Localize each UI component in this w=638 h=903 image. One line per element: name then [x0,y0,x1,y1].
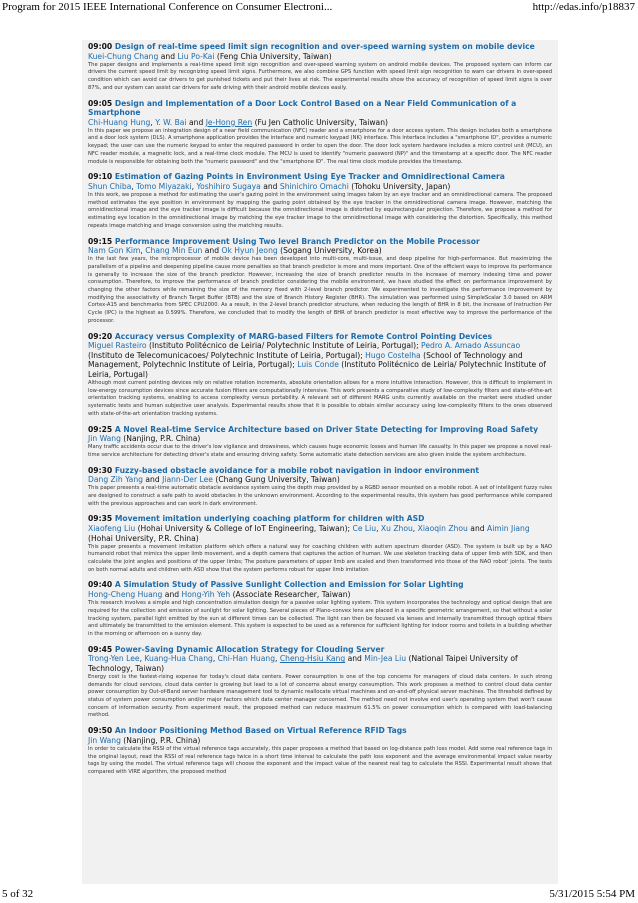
paper-title-link[interactable]: Estimation of Gazing Points in Environment Using Eye Tracker and Omnidirectional Camera [114,172,505,182]
abstract-text: This research involves a simple and high concentration simulation design for a passive solar lighting system. This system incorporates the technology and optical design that are required for the collection and emission of sunlight for solar lighting. Several pieces of Plano-convex lens are placed in a specific geometric arrangement, so that without a solar tracking system, parallel light emitted by the sun at different times can be collected. The light can then be focused via lenses and internally transmitted through optical fibers and ultimately be transmitted to the emission element. This system is expected to be used as a reference for sufficient lighting for indoor rooms and toilets in a building whether in the morning or afternoon on a sunny day. [88,600,552,637]
paper-title-link[interactable]: A Simulation Study of Passive Sunlight Collection and Emission for Solar Lighting [114,580,464,590]
session-entry [82,726,558,777]
author-link[interactable]: Pedro A. Amado Assuncao [421,341,521,351]
session-heading [88,172,552,182]
abstract-text: This paper presents a movement imitation platform which offers a natural way for coaching children with autism spectrum disorder (ASD). The system is built up by a NAO humanoid robot that mimics the upper limb movement, and a depth camera that captures the action of human. We use skeleton tracking data of upper limb with SDK, and then calculate the joint angles and positions of the upper limbs; The posture parameters of upper limb are scaled and then transformed into those of the NAO robot' joints. The tests on both normal adults and children with ASD show that the system performs robust for upper limb imitation [88,543,552,573]
author-affiliation: , [150,117,156,127]
session-entry [82,466,558,509]
author-link[interactable]: Ok Hyun Jeong [221,246,278,256]
session-heading [88,726,552,736]
author-link[interactable]: Miguel Rasteiro [88,341,147,351]
author-line [88,341,552,379]
author-link[interactable]: Xu Zhou [380,523,413,533]
session-entry [82,237,558,326]
author-affiliation: and [260,181,280,191]
author-affiliation: (School of Technology and Management, Polytechnic Institute of Leiria, Portugal); [88,350,523,370]
session-time: 09:20 [88,331,113,341]
author-link[interactable]: Hong-Cheng Huang [88,590,163,600]
abstract-text: In order to calculate the RSSI of the virtual reference tags accurately, this paper proposes a method that based on log-distance path loss model. Add some real reference tags in the original layout, read the RSSI of real reference tags twice in a short time interval to calculate the path loss exponent and the average environmental impact value nearby tags by using the model. The virtual reference tags will choose the exponent and the impact value of the nearest real tag to calculate the RSSI. Experimental result shows that compared with VIRE algorithm, the proposed method [88,745,552,775]
session-time: 09:35 [88,514,113,524]
author-link[interactable]: Aimin Jiang [487,523,530,533]
author-line [88,524,552,543]
page-counter: 5 of 32 [2,888,34,900]
author-link[interactable]: Ce Liu [352,523,377,533]
session-time: 09:30 [88,465,113,475]
author-line [88,434,552,444]
author-line [88,475,552,485]
author-affiliation: (National Taipei University of Technology, Taiwan) [88,654,518,673]
session-heading [88,466,552,476]
author-affiliation: and [345,654,365,664]
author-affiliation: , [131,181,137,191]
session-entry [82,580,558,638]
paper-title-link[interactable]: A Novel Real-time Service Architecture based on Driver State Detecting for Improving Road Safety [114,424,539,434]
author-affiliation: and [467,523,487,533]
author-link[interactable]: Shun Chiba [88,181,132,191]
session-heading [88,645,552,655]
author-link[interactable]: Chang Min Eun [145,246,203,256]
author-affiliation: (Associate Researcher, Taiwan) [230,590,351,600]
author-affiliation: (Instituto Politécnico de Leiria/ Polytechnic Institute of Leiria, Portugal) [88,360,546,379]
author-affiliation: (Sogang University, Korea) [277,246,382,256]
author-line [88,118,552,128]
author-affiliation: and [162,590,182,600]
session-heading [88,237,552,247]
paper-title-link[interactable]: Fuzzy-based obstacle avoidance for a mobile robot navigation in indoor environment [114,465,480,475]
author-line [88,246,552,256]
session-time: 09:45 [88,644,113,654]
author-link[interactable]: Xiaofeng Liu [88,523,136,533]
print-header [0,0,638,14]
paper-title-link[interactable]: Power-Saving Dynamic Allocation Strategy for Clouding Server [114,644,385,654]
author-affiliation: , [376,523,381,533]
abstract-text: In the last few years, the microprocessor of mobile device has been developed into multi-core, multi-issue, and deep pipeline for high-performance. But maximizing the parallelism of a pipeline and deepening pipeline cause more penalties so that branch predictor is more and more important. One of the efficient ways to improve its performance is generally to increase the size of the branch predictor. However, increasing the size of branch predictor results in the increase of memory indexing time and power consumption. Therefore, to improve the performance of branch predictor considering the mobile environment, we have studied the effect on performance improvement by changing the other factors while remaining the size of the memory fixed with 2-level branch predictor. We experimented to investigate the performance improvement by modifying the associativity of Branch Target Buffer (BTB) and the size of Branch History Register (BHR). The simulation was performed using SimpleScalar 3.0 based on ARM Cortex-A15 and benchmarks from SPEC CPU2000. As a result, in the 2-level branch predictor structure, when reducing the length of BHR in 8 bit, the increase of Instruction Per Cycle (IPC) is the highest as 0.599%. Therefore, we concluded that to modify the length of BHR of branch predictor is most effective way to improve the performance of the processor. [88,256,552,324]
page-url: http://edas.info/p18837 [532,1,635,13]
page-title: Program for 2015 IEEE International Conference on Consumer Electroni... [2,1,333,13]
author-link[interactable]: Kuang-Hua Chang [144,654,213,664]
author-line [88,654,552,673]
author-affiliation: (Hohai University & College of IoT Engineering, Taiwan); [135,523,353,533]
author-line [88,590,552,600]
author-affiliation: , [140,246,146,256]
author-affiliation: (Hohai University, P.R. China) [88,533,199,543]
session-heading [88,425,552,435]
session-entry [82,172,558,230]
author-link[interactable]: Kuei-Chung Chang [88,51,159,61]
author-link[interactable]: Trong-Yen Lee [88,654,140,664]
author-affiliation: , [139,654,145,664]
session-heading [88,99,552,118]
session-heading [88,514,552,524]
session-time: 09:50 [88,726,113,736]
author-line [88,736,552,746]
abstract-text: The paper designs and implements a real-time speed limit sign recognition and over-speed warning system on android mobile devices. The proposed system can inform car drivers the current speed limit by recognizing speed limit signs. Furthermore, we also combine GPS function with speed limit sign recognition to warn car drivers in over-speed condition which can avoid car drivers to get punished tickets and put their lives at risk. The experimental results show the accuracy of recognition of speed limit signs is over 87%, and our system can assist car drivers for safe driving with their android mobile devices easily. [88,61,552,91]
author-affiliation: (Fu Jen Catholic University, Taiwan) [252,117,388,127]
session-time: 09:15 [88,236,113,246]
abstract-text: Many traffic accidents occur due to the driver's low vigilance and drowsiness, which causes huge economic losses and human life casualty. In this paper we propose a novel real-time service architecture for detecting driver's state and ensuring driving safety. Some automatic state detection services are also given inside the system architecture. [88,444,552,458]
author-affiliation: and [142,475,163,485]
author-link[interactable]: Je-Hong Ren [205,117,253,127]
paper-title-link[interactable]: Accuracy versus Complexity of MARG-based Filters for Remote Control Pointing Devices [114,331,493,341]
abstract-text: In this work, we propose a method for estimating the user's gazing point in the environment using images taken by an eye tracker and an omnidirectional camera. The proposed method estimates the eye position in environment by mapping the gazing point obtained by the eye tracker in the omnidirectional camera image. However, matching the omnidirectional image and the eye tracker image is difficult because the omnidirectional image is distorted by equirectangular projection. Therefore, we propose a method for estimating eye location in the omnidirectional image by matching the eye tracker image to the omnidirectional image with considering the distortion. Specifically, this method repeats image matching and image conversion using the matching results. [88,191,552,229]
author-link[interactable]: Hugo Costelha [365,350,421,360]
author-link[interactable]: Liu Po-Kai [177,51,215,61]
author-link[interactable]: Tomo Miyazaki [136,181,192,191]
author-affiliation: , [412,523,418,533]
session-entry [82,332,558,419]
author-affiliation: (Tohoku University, Japan) [348,181,451,191]
session-time: 09:25 [88,424,113,434]
session-entry [82,514,558,574]
author-line [88,52,552,62]
author-link[interactable]: Hong-Yih Yeh [181,590,231,600]
program-panel [82,40,558,884]
author-affiliation: (Instituto de Telecomunicacoes/ Polytechnic Institute of Leiria, Portugal); [88,350,366,360]
author-link[interactable]: Min-Jea Liu [364,654,407,664]
print-datetime: 5/31/2015 5:54 PM [549,888,635,900]
author-link[interactable]: Yoshihiro Sugaya [196,181,261,191]
paper-title-link[interactable]: Design of real-time speed limit sign recognition and over-speed warning system on mobile device [114,42,535,51]
author-affiliation: (Feng Chia University, Taiwan) [214,51,332,61]
author-link[interactable]: Luis Conde [297,360,339,370]
author-link[interactable]: Jin Wang [88,735,121,745]
abstract-text: This paper presents a real-time automatic obstacle avoidance system using the depth map provided by a RGBD sensor mounted on a mobile robot. A set of intelligent fuzzy rules are designed to construct a safe path to avoid obstacles in the unknown environment. According to the experimental results, this system has good performance while compared with the previous approaches and can work in dark environment. [88,485,552,507]
paper-title-link[interactable]: Design and Implementation of a Door Lock Control Based on a Near Field Communication of a Smartphone [88,98,517,118]
session-entry [82,99,558,167]
author-link[interactable]: Dang Zih Yang [88,475,143,485]
session-entry [82,42,558,93]
author-link[interactable]: Nam Gon Kim [88,246,141,256]
author-affiliation: and [202,246,222,256]
author-link[interactable]: Y. W. Bai [155,117,187,127]
author-affiliation: , [191,181,197,191]
author-link[interactable]: Xiaoqin Zhou [417,523,468,533]
session-time: 09:00 [88,42,113,51]
author-affiliation: , [275,654,280,664]
abstract-text: In this paper we propose an integration design of a near field communication (NFC) reader and a smartphone for a door access system. This design includes both a smartphone and a door lock system (DLS). A smartphone application provides the interface and numeric keypad (NK) interface. This interface includes a "smartphone ID", provides a numeric keypad; the user can use the numeric keypad to enter the required password in order to open the door. The door lock system hardware includes a micro control unit (MCU), an NFC reader module, a magnetic lock, and a real-time clock module. The MCU is used to identify "numeric password (NP)" and the timestamp at a specific door. The NFC reader module is responsible for obtaining both the "numeric password" and the "smartphone ID". The real time clock module provides the timestamp. [88,127,552,165]
paper-title-link[interactable]: An Indoor Positioning Method Based on Virtual Reference RFID Tags [114,726,407,736]
author-affiliation: (Chang Gung University, Taiwan) [212,475,340,485]
session-heading [88,580,552,590]
print-footer [0,888,638,902]
author-affiliation: (Instituto Politécnico de Leiria/ Polytechnic Institute of Leiria, Portugal); [146,341,422,351]
abstract-text: Although most current pointing devices rely on relative rotation increments, absolute orientation allows for a more intuitive interaction. However, this is difficult to implement in low-energy consumption devices since accurate fusion filters are computationally intensive. This work presents a comparative study of low-complexity filters and state-of-the-art orientation tracking systems, enabling to access complexity versus portability. A relevant set of different MARG units currently available on the market were studied under systematic tests and human subjective user analysis. Experimental results show that it is possible to obtain similar accuracy using low-complexity filters to the ones observed with state-of-the-art orientation tracking systems. [88,379,552,417]
session-time: 09:10 [88,172,113,182]
session-entry [82,425,558,460]
author-link[interactable]: Chi-Huang Hung [88,117,151,127]
author-link[interactable]: Chi-Han Huang [217,654,276,664]
author-link[interactable]: Cheng-Hsiu Kang [279,654,346,664]
session-entry [82,645,558,721]
session-time: 09:05 [88,98,113,108]
author-link[interactable]: Jiann-Der Lee [162,475,213,485]
session-heading [88,332,552,342]
abstract-text: Energy cost is the fastest-rising expense for today's cloud data centers. Power consumption is one of the top concerns for managers of cloud data centers. In such strong demands for cloud services, cloud data center is growing but lead to a lot of concerns about energy consumption. This work proposes a method to control cloud data center power consumption by Out-of-Band server hardware management tool to dynamic reallocate virtual machines and on-and-off physical server machines. The threshold defined by status of system power consumption and/or major factors which data center manager concerned. The method need not involve end user's operating system that won't cause concern of information security. From experiment result, the proposed method can reduce maximum 61.5% on power consumption which is compared with load-balancing method. [88,673,552,719]
session-heading [88,42,552,52]
paper-title-link[interactable]: Performance Improvement Using Two level Branch Predictor on the Mobile Processor [114,236,480,246]
author-link[interactable]: Shinichiro Omachi [279,181,349,191]
paper-title-link[interactable]: Movement imitation underlying coaching platform for children with ASD [114,514,425,524]
author-affiliation: , [212,654,218,664]
author-link[interactable]: Jin Wang [88,434,121,444]
author-line [88,182,552,192]
author-affiliation: (Nanjing, P.R. China) [120,735,201,745]
author-affiliation: and [158,51,178,61]
session-time: 09:40 [88,580,113,590]
author-affiliation: (Nanjing, P.R. China) [120,434,201,444]
author-affiliation: and [186,117,206,127]
